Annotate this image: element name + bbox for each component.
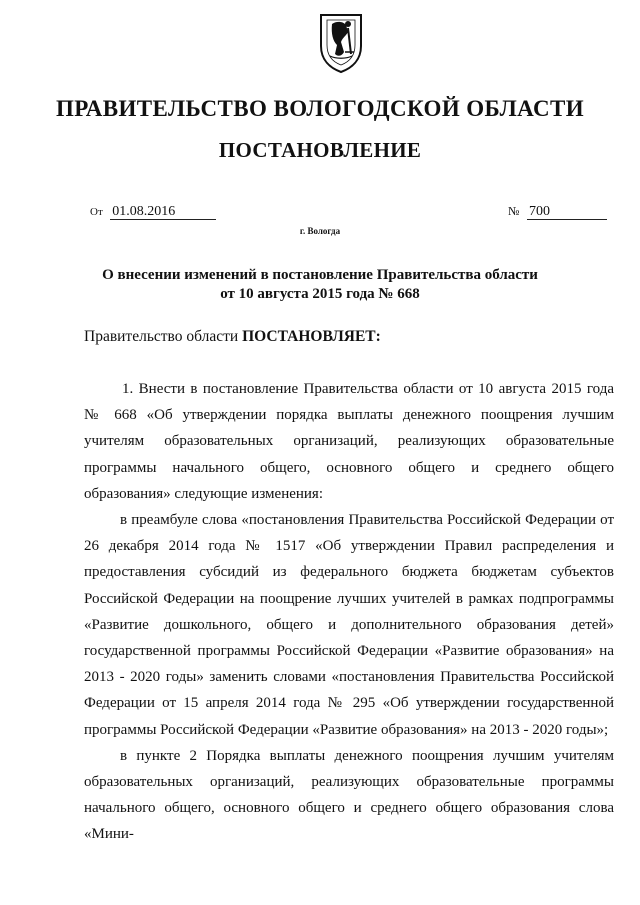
paragraph: в преамбуле слова «постановления Правительства Российской Федерации от 26 декабря 2014 года № 1517 «Об утверждении Правил распределения и предоставления субсидий из федерального бюджета бюджетам субъектов Российской Федерации на поощрение лучших учителей в рамках подпрограммы «Развитие дошкольного, общего и дополнительного образования детей» государственной программы Российской Федерации «Развитие образования» на 2013 - 2020 годы» заменить словами «постановления Правительства Российской Федерации от 15 апреля 2014 года № 295 «Об утверждении государственной программы Российской Федерации «Развитие образования» на 2013 - 2020 годы»; <box>84 512 614 738</box>
city: г. Вологда <box>299 226 341 236</box>
document-title <box>80 266 560 304</box>
preamble-text: Правительство области <box>84 328 239 345</box>
document-body <box>84 376 614 848</box>
preamble-bold: ПОСТАНОВЛЯЕТ: <box>242 328 381 345</box>
coat-of-arms-icon <box>318 12 364 74</box>
document-type: ПОСТАНОВЛЕНИЕ <box>218 138 422 162</box>
organization-name: ПРАВИТЕЛЬСТВО ВОЛОГОДСКОЙ ОБЛАСТИ <box>55 96 585 121</box>
number-prefix: № <box>508 204 520 218</box>
date-row <box>90 204 216 220</box>
title-line-2: от 10 августа 2015 года № 668 <box>220 286 420 302</box>
preamble <box>84 328 381 346</box>
title-line-1: О внесении изменений в постановление Правительства области <box>102 267 538 283</box>
number-row <box>508 204 607 220</box>
paragraph: 1. Внести в постановление Правительства области от 10 августа 2015 года № 668 «Об утверждении порядка выплаты денежного поощрения лучшим учителям образовательных организаций, реализующих образовательные программы начального общего, основного общего и среднего общего образования» следующие изменения: <box>84 381 614 502</box>
document-date: 01.08.2016 <box>110 204 216 220</box>
paragraph: в пункте 2 Порядка выплаты денежного поощрения лучшим учителям образовательных организаций, реализующих образовательные программы начального общего, основного общего и среднего общего образования слова «Мини- <box>84 747 614 843</box>
document-number: 700 <box>527 204 607 220</box>
date-prefix: От <box>90 206 103 218</box>
